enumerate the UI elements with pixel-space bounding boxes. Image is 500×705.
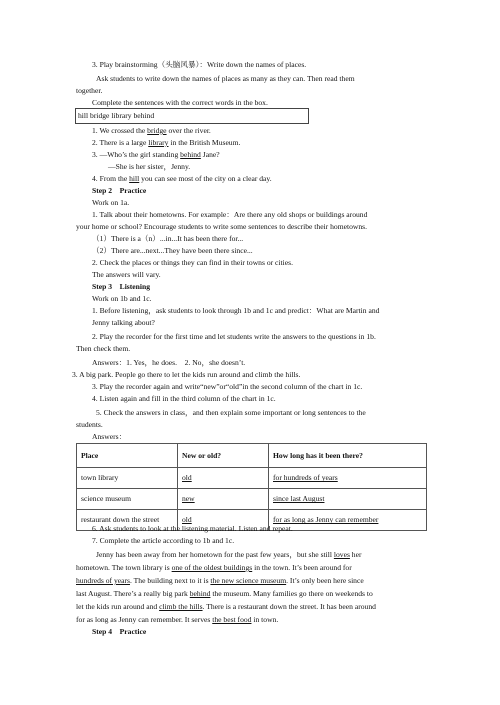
sentence-3: 3. —Who’s the girl standing behind Jane? [92,150,220,159]
answer-blank: behind [189,589,211,598]
paragraph-line: students. [76,420,103,429]
answer-blank: one of the oldest buildings [171,563,253,572]
cell-new-or-old: old [178,468,269,489]
paragraph-line: your home or school? Encourage students to write some sentences to describe their hometowns. [76,222,368,231]
header-place: Place [77,444,178,468]
paragraph-line: 2. Check the places or things they can find in their towns or cities. [92,258,293,267]
paragraph-line: 3. A big park. People go there to let the kids run around and climb the hills. [72,370,301,379]
sentence-4: 4. From the hill you can see most of the city on a clear day. [92,174,272,183]
cell-place: town library [77,468,178,489]
sentence-1: 1. We crossed the bridge over the river. [92,126,211,135]
paragraph-line: Answers： [92,432,127,441]
paragraph-line: 4. Listen again and fill in the third column of the chart in 1c. [92,394,276,403]
paragraph-line: together. [76,86,103,95]
sentence-2: 2. There is a large library in the British Museum. [92,138,241,147]
instruction-line: Complete the sentences with the correct words in the box. [92,98,268,107]
paragraph-line: Then check them. [76,344,131,353]
cell-place: restaurant down the street [77,510,178,531]
paragraph-line: 3. Play the recorder again and write“new”or“old”in the second column of the chart in 1c. [92,382,363,391]
cell-how-long: for as long as Jenny can remember [269,510,427,531]
cell-place: science museum [77,489,178,510]
paragraph-line: The answers will vary. [92,270,161,279]
cell-new-or-old: old [178,510,269,531]
paragraph-line: 5. Check the answers in class，and then explain some important or long sentences to the [96,408,366,417]
paragraph-line: Work on 1b and 1c. [92,294,152,303]
word-box-text: hill bridge library behind [78,111,155,120]
step-3-heading: Step 3 Listening [92,282,151,291]
word-box [75,108,309,124]
article-line: last August. There’s a really big park behind the museum. Many families go there on weekends to [76,589,373,598]
article-line: let the kids run around and climb the hills. There is a restaurant down the street. It has been around [76,602,376,611]
cell-how-long: for hundreds of years [269,468,427,489]
article-line: for as long as Jenny can remember. It serves the best food in town. [76,615,279,624]
paragraph-line: 1. Before listening，ask students to look through 1b and 1c and predict：What are Martin and [92,306,380,315]
answer-blank: hill [129,174,140,183]
paragraph-line: Ask students to write down the names of places as many as they can. Then read them [96,74,355,83]
paragraph-line: 6. Ask students to look at the listening material. Listen and repeat. [92,524,293,533]
step-2-heading: Step 2 Practice [92,186,147,195]
paragraph-line: （2）There are...next...They have been there since... [92,246,253,255]
answer-blank: loves [333,550,350,559]
article-line: hundreds of years. The building next to it is the new science museum. It’s only been here since [76,576,364,585]
answer-blank: behind [180,150,201,159]
table-header-row [77,444,427,468]
article-line: Jenny has been away from her hometown for the past few years，but she still loves her [96,550,362,559]
paragraph-line: Work on 1a. [92,198,130,207]
paragraph-line: Answers：1. Yes，he does. 2. No，she doesn’t. [92,358,246,367]
header-new-or-old: New or old? [178,444,269,468]
answers-table [76,443,427,531]
answer-blank: library [148,138,169,147]
answer-blank: the new science museum [210,576,287,585]
brainstorm-heading: 3. Play brainstorming（头脑风暴）：Write down the names of places. [92,60,307,69]
cell-how-long: since last August [269,489,427,510]
table-row [77,468,427,489]
answer-blank: hundreds of years [76,576,130,585]
paragraph-line: Jenny talking about? [92,318,155,327]
paragraph-line: 1. Talk about their hometowns. For example：Are there any old shops or buildings around [92,210,368,219]
article-line: hometown. The town library is one of the oldest buildings in the town. It’s been around for [76,563,352,572]
header-how-long: How long has it been there? [269,444,427,468]
cell-new-or-old: new [178,489,269,510]
answer-blank: the best food [212,615,252,624]
sentence-3-reply: —She is her sister，Jenny. [108,162,191,171]
paragraph-line: 7. Complete the article according to 1b and 1c. [92,536,235,545]
step-4-heading: Step 4 Practice [92,627,147,636]
paragraph-line: 2. Play the recorder for the first time and let students write the answers to the questions in 1b. [92,332,376,341]
answer-blank: bridge [147,126,167,135]
answer-blank: climb the hills [159,602,203,611]
table-row [77,489,427,510]
paragraph-line: （1）There is a（n）...in...It has been there for... [92,234,244,243]
